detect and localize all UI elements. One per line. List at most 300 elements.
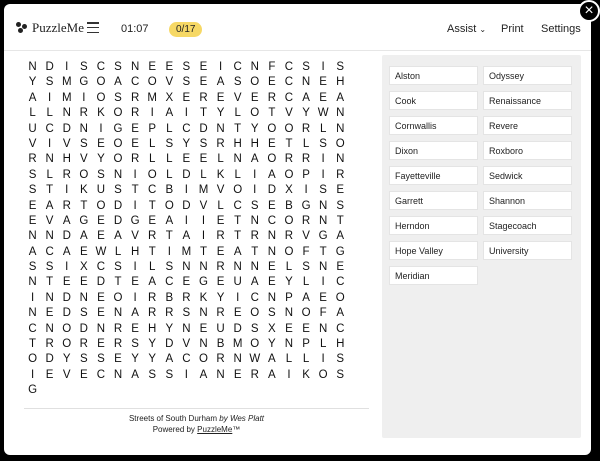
grid-cell[interactable]: R bbox=[216, 230, 225, 243]
grid-cell[interactable]: A bbox=[165, 214, 174, 227]
grid-cell[interactable]: A bbox=[216, 76, 225, 89]
grid-cell[interactable]: O bbox=[318, 368, 328, 381]
grid-cell[interactable]: S bbox=[131, 338, 139, 351]
grid-cell[interactable]: I bbox=[201, 214, 206, 227]
grid-cell[interactable]: Y bbox=[285, 276, 293, 289]
grid-cell[interactable]: N bbox=[301, 76, 311, 89]
grid-cell[interactable]: I bbox=[65, 61, 69, 73]
grid-cell[interactable]: O bbox=[62, 322, 72, 335]
grid-cell[interactable]: I bbox=[133, 261, 137, 274]
grid-cell[interactable]: O bbox=[250, 307, 260, 320]
grid-cell[interactable]: G bbox=[318, 230, 328, 243]
grid-cell[interactable]: A bbox=[302, 91, 310, 104]
grid-cell[interactable]: K bbox=[199, 291, 208, 304]
grid-cell[interactable]: I bbox=[321, 276, 325, 289]
grid-cell[interactable]: S bbox=[114, 61, 122, 73]
grid-cell[interactable]: A bbox=[336, 230, 345, 243]
grid-cell[interactable]: R bbox=[113, 322, 123, 335]
grid-cell[interactable]: O bbox=[79, 168, 89, 181]
grid-cell[interactable]: N bbox=[28, 61, 37, 73]
grid-cell[interactable]: N bbox=[216, 368, 225, 381]
grid-cell[interactable]: Y bbox=[28, 76, 37, 89]
grid-cell[interactable]: N bbox=[79, 291, 88, 304]
grid-cell[interactable]: P bbox=[148, 122, 157, 135]
grid-cell[interactable]: E bbox=[319, 76, 327, 89]
grid-cell[interactable]: D bbox=[199, 122, 208, 135]
grid-cell[interactable]: L bbox=[302, 276, 310, 289]
grid-cell[interactable]: A bbox=[336, 91, 345, 104]
grid-cell[interactable]: A bbox=[182, 230, 191, 243]
grid-cell[interactable]: I bbox=[65, 261, 69, 274]
grid-cell[interactable]: S bbox=[268, 307, 276, 320]
grid-cell[interactable]: N bbox=[336, 153, 345, 166]
grid-cell[interactable]: I bbox=[218, 61, 223, 73]
grid-cell[interactable]: S bbox=[199, 137, 208, 150]
grid-cell[interactable]: E bbox=[165, 61, 174, 73]
grid-cell[interactable]: T bbox=[165, 230, 173, 243]
grid-cell[interactable]: O bbox=[250, 76, 260, 89]
grid-cell[interactable]: A bbox=[114, 76, 122, 89]
grid-cell[interactable]: G bbox=[79, 214, 89, 227]
grid-cell[interactable]: V bbox=[216, 184, 225, 197]
grid-cell[interactable]: F bbox=[268, 61, 276, 73]
grid-cell[interactable]: R bbox=[216, 261, 225, 274]
grid-cell[interactable]: S bbox=[97, 168, 105, 181]
grid-cell[interactable]: L bbox=[166, 168, 173, 181]
grid-cell[interactable]: I bbox=[304, 184, 308, 197]
grid-cell[interactable]: E bbox=[45, 368, 54, 381]
grid-cell[interactable]: E bbox=[319, 291, 327, 304]
grid-cell[interactable]: I bbox=[184, 184, 188, 197]
grid-cell[interactable]: T bbox=[131, 184, 139, 197]
grid-cell[interactable]: D bbox=[45, 353, 54, 366]
grid-cell[interactable]: G bbox=[199, 276, 208, 289]
grid-cell[interactable]: E bbox=[336, 184, 345, 197]
grid-cell[interactable]: I bbox=[65, 184, 69, 197]
grid-cell[interactable]: L bbox=[217, 153, 224, 166]
grid-cell[interactable]: E bbox=[199, 153, 208, 166]
grid-cell[interactable]: D bbox=[113, 214, 123, 227]
grid-cell[interactable]: L bbox=[149, 137, 156, 150]
hamburger-menu-icon[interactable] bbox=[87, 22, 99, 33]
grid-cell[interactable]: E bbox=[97, 230, 105, 243]
grid-cell[interactable]: L bbox=[166, 153, 173, 166]
grid-cell[interactable]: I bbox=[99, 122, 103, 135]
grid-cell[interactable]: W bbox=[317, 107, 329, 120]
grid-cell[interactable]: M bbox=[61, 91, 72, 104]
grid-cell[interactable]: N bbox=[28, 230, 37, 243]
grid-cell[interactable]: G bbox=[113, 122, 123, 135]
grid-cell[interactable]: S bbox=[319, 184, 327, 197]
grid-cell[interactable]: P bbox=[302, 338, 310, 351]
grid-cell[interactable]: I bbox=[287, 368, 291, 381]
grid-cell[interactable]: S bbox=[28, 168, 37, 181]
grid-cell[interactable]: L bbox=[149, 261, 156, 274]
grid-cell[interactable]: C bbox=[96, 368, 106, 381]
grid-cell[interactable]: Y bbox=[216, 291, 225, 304]
grid-cell[interactable]: E bbox=[148, 61, 157, 73]
grid-cell[interactable]: C bbox=[336, 322, 345, 335]
grid-cell[interactable]: E bbox=[97, 307, 105, 320]
grid-cell[interactable]: N bbox=[45, 291, 54, 304]
grid-cell[interactable]: L bbox=[302, 137, 310, 150]
grid-cell[interactable]: A bbox=[148, 276, 157, 289]
grid-cell[interactable]: C bbox=[182, 122, 191, 135]
grid-cell[interactable]: U bbox=[96, 184, 106, 197]
grid-cell[interactable]: N bbox=[318, 199, 328, 212]
grid-cell[interactable]: R bbox=[130, 91, 140, 104]
grid-cell[interactable]: A bbox=[250, 153, 259, 166]
grid-cell[interactable]: S bbox=[45, 261, 54, 274]
grid-cell[interactable]: O bbox=[96, 91, 106, 104]
grid-cell[interactable]: E bbox=[97, 214, 105, 227]
grid-cell[interactable]: E bbox=[62, 276, 71, 289]
grid-cell[interactable]: I bbox=[133, 168, 137, 181]
grid-cell[interactable]: V bbox=[285, 107, 293, 120]
grid-cell[interactable]: S bbox=[114, 261, 122, 274]
grid-cell[interactable]: T bbox=[199, 107, 207, 120]
grid-cell[interactable]: R bbox=[216, 137, 225, 150]
grid-cell[interactable]: I bbox=[236, 291, 240, 304]
grid-cell[interactable]: G bbox=[130, 214, 140, 227]
grid-cell[interactable]: E bbox=[97, 291, 105, 304]
grid-cell[interactable]: C bbox=[233, 61, 242, 73]
grid-cell[interactable]: X bbox=[165, 91, 174, 104]
grid-cell[interactable]: X bbox=[285, 184, 293, 197]
grid-cell[interactable]: N bbox=[182, 322, 191, 335]
grid-cell[interactable]: L bbox=[234, 107, 241, 120]
grid-cell[interactable]: L bbox=[302, 353, 310, 366]
grid-cell[interactable]: N bbox=[318, 214, 328, 227]
grid-cell[interactable]: E bbox=[199, 322, 208, 335]
grid-cell[interactable]: E bbox=[250, 91, 259, 104]
grid-cell[interactable]: T bbox=[80, 199, 88, 212]
grid-cell[interactable]: O bbox=[284, 168, 294, 181]
grid-cell[interactable]: T bbox=[148, 245, 156, 258]
grid-cell[interactable]: O bbox=[62, 338, 72, 351]
grid-cell[interactable]: A bbox=[250, 276, 259, 289]
grid-cell[interactable]: R bbox=[301, 153, 311, 166]
grid-cell[interactable]: E bbox=[131, 276, 139, 289]
grid-cell[interactable]: I bbox=[321, 153, 325, 166]
grid-cell[interactable]: C bbox=[284, 76, 294, 89]
grid-cell[interactable]: S bbox=[250, 199, 259, 212]
grid-cell[interactable]: R bbox=[62, 168, 71, 181]
grid-cell[interactable]: R bbox=[165, 307, 174, 320]
grid-cell[interactable]: E bbox=[216, 245, 225, 258]
grid-cell[interactable]: E bbox=[216, 91, 225, 104]
grid-cell[interactable]: D bbox=[182, 199, 191, 212]
grid-cell[interactable]: E bbox=[79, 368, 88, 381]
grid-cell[interactable]: T bbox=[319, 245, 327, 258]
grid-cell[interactable]: R bbox=[301, 122, 311, 135]
grid-cell[interactable]: Y bbox=[62, 353, 71, 366]
grid-cell[interactable]: E bbox=[285, 322, 293, 335]
grid-cell[interactable]: A bbox=[302, 291, 310, 304]
grid-cell[interactable]: R bbox=[148, 307, 157, 320]
grid-cell[interactable]: B bbox=[165, 291, 174, 304]
grid-cell[interactable]: R bbox=[199, 91, 208, 104]
grid-cell[interactable]: S bbox=[319, 137, 327, 150]
grid-cell[interactable]: S bbox=[97, 353, 105, 366]
grid-cell[interactable]: H bbox=[62, 153, 71, 166]
grid-cell[interactable]: O bbox=[335, 137, 345, 150]
grid-cell[interactable]: S bbox=[148, 368, 157, 381]
grid-cell[interactable]: N bbox=[267, 291, 277, 304]
close-icon[interactable]: × bbox=[578, 0, 600, 22]
grid-cell[interactable]: R bbox=[130, 153, 140, 166]
grid-cell[interactable]: E bbox=[319, 91, 327, 104]
grid-cell[interactable]: H bbox=[250, 137, 259, 150]
grid-cell[interactable]: N bbox=[28, 307, 37, 320]
grid-cell[interactable]: V bbox=[131, 230, 139, 243]
grid-cell[interactable]: Y bbox=[148, 338, 157, 351]
grid-cell[interactable]: S bbox=[45, 76, 54, 89]
grid-cell[interactable]: N bbox=[199, 338, 208, 351]
grid-cell[interactable]: E bbox=[148, 214, 157, 227]
grid-cell[interactable]: R bbox=[216, 353, 225, 366]
grid-cell[interactable]: R bbox=[284, 153, 294, 166]
grid-cell[interactable]: E bbox=[182, 91, 191, 104]
grid-cell[interactable]: B bbox=[285, 199, 293, 212]
grid-cell[interactable]: T bbox=[29, 338, 37, 351]
grid-cell[interactable]: C bbox=[148, 184, 157, 197]
grid-cell[interactable]: A bbox=[165, 107, 174, 120]
grid-cell[interactable]: C bbox=[45, 245, 54, 258]
grid-cell[interactable]: O bbox=[113, 291, 123, 304]
grid-cell[interactable]: N bbox=[233, 353, 242, 366]
grid-cell[interactable]: A bbox=[131, 307, 139, 320]
grid-cell[interactable]: Y bbox=[97, 153, 105, 166]
grid-cell[interactable]: R bbox=[267, 91, 277, 104]
grid-cell[interactable]: V bbox=[233, 91, 242, 104]
grid-cell[interactable]: B bbox=[216, 338, 225, 351]
grid-cell[interactable]: E bbox=[131, 322, 139, 335]
grid-cell[interactable]: N bbox=[45, 153, 54, 166]
grid-cell[interactable]: N bbox=[216, 122, 225, 135]
grid-cell[interactable]: M bbox=[61, 76, 72, 89]
grid-cell[interactable]: L bbox=[114, 245, 122, 258]
grid-cell[interactable]: R bbox=[284, 230, 294, 243]
grid-cell[interactable]: D bbox=[62, 291, 71, 304]
grid-cell[interactable]: A bbox=[165, 353, 174, 366]
grid-cell[interactable]: S bbox=[182, 307, 191, 320]
grid-cell[interactable]: S bbox=[114, 91, 122, 104]
grid-cell[interactable]: V bbox=[199, 199, 208, 212]
grid-cell[interactable]: R bbox=[130, 107, 140, 120]
grid-cell[interactable]: I bbox=[30, 291, 35, 304]
grid-cell[interactable]: N bbox=[267, 230, 277, 243]
grid-cell[interactable]: K bbox=[302, 368, 310, 381]
grid-cell[interactable]: V bbox=[62, 368, 71, 381]
grid-cell[interactable]: O bbox=[147, 76, 157, 89]
grid-cell[interactable]: O bbox=[301, 307, 311, 320]
grid-cell[interactable]: L bbox=[319, 338, 327, 351]
grid-cell[interactable]: I bbox=[184, 107, 188, 120]
grid-cell[interactable]: E bbox=[114, 353, 122, 366]
grid-cell[interactable]: K bbox=[216, 168, 225, 181]
grid-cell[interactable]: D bbox=[62, 307, 71, 320]
grid-cell[interactable]: I bbox=[321, 168, 325, 181]
grid-cell[interactable]: T bbox=[234, 214, 242, 227]
grid-cell[interactable]: A bbox=[233, 245, 242, 258]
grid-cell[interactable]: T bbox=[336, 214, 344, 227]
grid-cell[interactable]: E bbox=[199, 76, 208, 89]
grid-cell[interactable]: N bbox=[318, 261, 328, 274]
grid-cell[interactable]: T bbox=[251, 245, 259, 258]
grid-cell[interactable]: E bbox=[97, 137, 105, 150]
grid-cell[interactable]: S bbox=[165, 137, 174, 150]
grid-cell[interactable]: O bbox=[96, 76, 106, 89]
grid-cell[interactable]: Y bbox=[268, 338, 276, 351]
grid-cell[interactable]: L bbox=[166, 122, 173, 135]
grid-cell[interactable]: S bbox=[79, 353, 88, 366]
grid-cell[interactable]: N bbox=[318, 322, 328, 335]
grid-cell[interactable]: V bbox=[182, 338, 191, 351]
grid-cell[interactable]: H bbox=[336, 76, 345, 89]
grid-cell[interactable]: N bbox=[28, 276, 37, 289]
grid-cell[interactable]: O bbox=[113, 137, 123, 150]
grid-cell[interactable]: O bbox=[250, 338, 260, 351]
grid-cell[interactable]: B bbox=[165, 184, 174, 197]
grid-cell[interactable]: R bbox=[79, 338, 88, 351]
grid-cell[interactable]: K bbox=[79, 184, 88, 197]
grid-cell[interactable]: I bbox=[184, 368, 188, 381]
grid-cell[interactable]: I bbox=[150, 107, 154, 120]
grid-cell[interactable]: E bbox=[268, 199, 276, 212]
grid-cell[interactable]: S bbox=[79, 61, 88, 73]
grid-cell[interactable]: N bbox=[250, 61, 259, 73]
grid-cell[interactable]: W bbox=[95, 245, 107, 258]
grid-cell[interactable]: E bbox=[336, 261, 345, 274]
grid-cell[interactable]: C bbox=[336, 276, 345, 289]
grid-cell[interactable]: E bbox=[97, 338, 105, 351]
grid-cell[interactable]: F bbox=[319, 307, 327, 320]
grid-cell[interactable]: O bbox=[284, 245, 294, 258]
grid-cell[interactable]: N bbox=[284, 338, 294, 351]
grid-cell[interactable]: E bbox=[268, 276, 276, 289]
grid-cell[interactable]: E bbox=[199, 61, 208, 73]
grid-cell[interactable]: L bbox=[29, 107, 36, 120]
grid-cell[interactable]: L bbox=[217, 199, 224, 212]
grid-cell[interactable]: V bbox=[45, 214, 54, 227]
grid-cell[interactable]: E bbox=[182, 276, 191, 289]
grid-cell[interactable]: N bbox=[284, 307, 294, 320]
grid-cell[interactable]: D bbox=[113, 199, 123, 212]
grid-cell[interactable]: I bbox=[184, 214, 188, 227]
grid-cell[interactable]: C bbox=[28, 322, 37, 335]
grid-cell[interactable]: O bbox=[113, 107, 123, 120]
grid-cell[interactable]: T bbox=[285, 137, 293, 150]
grid-cell[interactable]: R bbox=[45, 338, 54, 351]
grid-cell[interactable]: E bbox=[302, 322, 310, 335]
grid-cell[interactable]: A bbox=[62, 245, 71, 258]
grid-cell[interactable]: T bbox=[148, 199, 156, 212]
grid-cell[interactable]: H bbox=[233, 137, 242, 150]
grid-cell[interactable]: H bbox=[336, 338, 345, 351]
grid-cell[interactable]: S bbox=[79, 137, 88, 150]
grid-cell[interactable]: O bbox=[199, 353, 208, 366]
grid-cell[interactable]: I bbox=[167, 245, 171, 258]
grid-cell[interactable]: A bbox=[79, 230, 88, 243]
grid-cell[interactable]: O bbox=[113, 153, 123, 166]
settings-button[interactable]: Settings bbox=[541, 23, 581, 35]
grid-cell[interactable]: N bbox=[182, 261, 191, 274]
grid-cell[interactable]: I bbox=[253, 168, 257, 181]
grid-cell[interactable]: C bbox=[250, 291, 259, 304]
grid-cell[interactable]: N bbox=[233, 153, 242, 166]
grid-cell[interactable]: O bbox=[267, 122, 277, 135]
grid-cell[interactable]: N bbox=[113, 307, 123, 320]
grid-cell[interactable]: D bbox=[62, 230, 71, 243]
grid-cell[interactable]: N bbox=[45, 322, 54, 335]
grid-cell[interactable]: O bbox=[96, 199, 106, 212]
grid-cell[interactable]: C bbox=[284, 91, 294, 104]
grid-cell[interactable]: R bbox=[79, 107, 88, 120]
grid-cell[interactable]: E bbox=[233, 307, 242, 320]
grid-cell[interactable]: E bbox=[268, 76, 276, 89]
grid-cell[interactable]: E bbox=[28, 199, 37, 212]
grid-cell[interactable]: A bbox=[131, 368, 139, 381]
grid-cell[interactable]: K bbox=[97, 107, 105, 120]
grid-cell[interactable]: T bbox=[234, 122, 242, 135]
grid-cell[interactable]: U bbox=[233, 276, 242, 289]
grid-cell[interactable]: I bbox=[201, 230, 206, 243]
grid-cell[interactable]: S bbox=[302, 261, 310, 274]
grid-cell[interactable]: E bbox=[182, 153, 191, 166]
grid-cell[interactable]: S bbox=[336, 199, 345, 212]
grid-cell[interactable]: N bbox=[336, 107, 345, 120]
grid-cell[interactable]: N bbox=[113, 168, 123, 181]
grid-cell[interactable]: W bbox=[249, 353, 261, 366]
grid-cell[interactable]: O bbox=[147, 168, 157, 181]
grid-cell[interactable]: Y bbox=[302, 107, 310, 120]
grid-cell[interactable]: L bbox=[46, 168, 53, 181]
grid-cell[interactable]: G bbox=[301, 199, 311, 212]
grid-cell[interactable]: F bbox=[302, 245, 310, 258]
grid-cell[interactable]: D bbox=[233, 322, 242, 335]
grid-cell[interactable]: G bbox=[335, 245, 345, 258]
grid-cell[interactable]: N bbox=[113, 368, 123, 381]
grid-cell[interactable]: I bbox=[253, 184, 257, 197]
grid-cell[interactable]: O bbox=[267, 153, 277, 166]
grid-cell[interactable]: Y bbox=[250, 122, 259, 135]
grid-cell[interactable]: C bbox=[130, 76, 140, 89]
grid-cell[interactable]: C bbox=[284, 61, 294, 73]
grid-cell[interactable]: U bbox=[216, 322, 225, 335]
grid-cell[interactable]: N bbox=[79, 122, 88, 135]
grid-cell[interactable]: R bbox=[28, 153, 37, 166]
grid-cell[interactable]: A bbox=[114, 230, 122, 243]
grid-cell[interactable]: R bbox=[250, 368, 259, 381]
grid-cell[interactable]: D bbox=[267, 184, 277, 197]
grid-cell[interactable]: I bbox=[48, 91, 52, 104]
grid-cell[interactable]: U bbox=[28, 122, 37, 135]
grid-cell[interactable]: O bbox=[284, 122, 294, 135]
grid-cell[interactable]: R bbox=[216, 307, 225, 320]
grid-cell[interactable]: M bbox=[232, 338, 243, 351]
grid-cell[interactable]: N bbox=[62, 107, 71, 120]
grid-cell[interactable]: R bbox=[148, 230, 157, 243]
grid-cell[interactable]: D bbox=[96, 276, 106, 289]
grid-cell[interactable]: O bbox=[233, 184, 243, 197]
grid-cell[interactable]: T bbox=[114, 276, 122, 289]
grid-cell[interactable]: E bbox=[233, 368, 242, 381]
grid-cell[interactable]: E bbox=[268, 261, 276, 274]
grid-cell[interactable]: A bbox=[45, 199, 54, 212]
grid-cell[interactable]: A bbox=[268, 353, 276, 366]
grid-cell[interactable]: H bbox=[148, 322, 157, 335]
